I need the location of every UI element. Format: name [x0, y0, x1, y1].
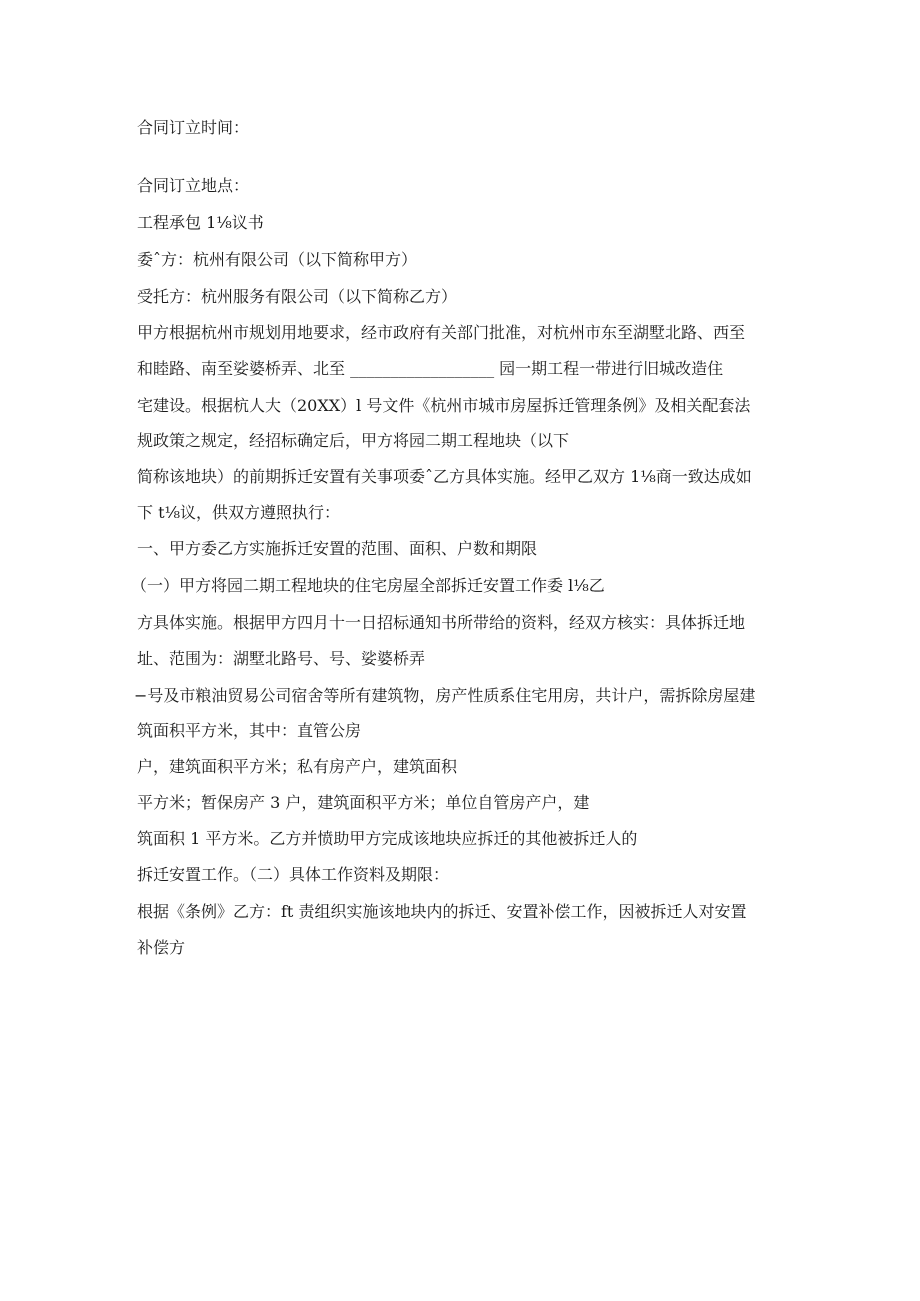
- paragraph-line: 户，建筑面积平方米；私有房产户，建筑面积: [137, 757, 458, 776]
- paragraph-line: 简称该地块）的前期拆迁安置有关事项委ˆ乙方具体实施。经甲乙双方 1⅛商一致达成如: [137, 467, 752, 486]
- paragraph-line: 拆迁安置工作。（二）具体工作资料及期限：: [137, 865, 450, 884]
- contract-place-label: 合同订立地点：: [137, 176, 250, 195]
- paragraph-line: 甲方根据杭州市规划用地要求，经市政府有关部门批准，对杭州市东至湖墅北路、西至: [137, 323, 746, 342]
- paragraph-line: 根据《条例》乙方：ft 责组织实施该地块内的拆迁、安置补偿工作，因被拆迁人对安置: [137, 902, 747, 921]
- principal-party: 委ˆ方：杭州有限公司（以下简称甲方）: [137, 250, 418, 269]
- paragraph-line: 规政策之规定，经招标确定后，甲方将园二期工程地块（以下: [137, 431, 570, 450]
- paragraph-line: 下 t⅛议，供双方遵照执行：: [137, 503, 341, 522]
- paragraph-line: 补偿方: [137, 938, 186, 957]
- paragraph-line: 方具体实施。根据甲方四月十一日招标通知书所带给的资料，经双方核实：具体拆迁地: [137, 613, 746, 632]
- document-title: 工程承包 1⅛议书: [137, 213, 264, 232]
- agent-party: 受托方：杭州服务有限公司（以下简称乙方）: [137, 287, 458, 306]
- paragraph-line: 筑面积平方米，其中：直管公房: [137, 721, 362, 740]
- contract-time-label: 合同订立时间：: [137, 118, 250, 137]
- paragraph-line: 址、范围为：湖墅北路号、号、娑婆桥弄: [137, 649, 426, 668]
- paragraph-line: 筑面积 1 平方米。乙方并愤助甲方完成该地块应拆迁的其他被拆迁人的: [137, 829, 638, 848]
- subsection-heading: （一）甲方将园二期工程地块的住宅房屋全部拆迁安置工作委 l⅛乙: [131, 576, 605, 595]
- paragraph-line: 和睦路、南至娑婆桥弄、北至 __________________ 园一期工程一带进行旧城改造住: [137, 359, 724, 378]
- paragraph-line: 平方米；暂保房产 3 户，建筑面积平方米；单位自管房产户，建: [137, 793, 590, 812]
- section-heading: 一、甲方委乙方实施拆迁安置的范围、面积、户数和期限: [137, 539, 538, 558]
- paragraph-line: −号及市粮油贸易公司宿舍等所有建筑物，房产性质系住宅用房，共计户，需拆除房屋建: [134, 686, 756, 705]
- paragraph-line: 宅建设。根据杭人大（20XX）l 号文件《杭州市城市房屋拆迁管理条例》及相关配套法: [137, 396, 751, 415]
